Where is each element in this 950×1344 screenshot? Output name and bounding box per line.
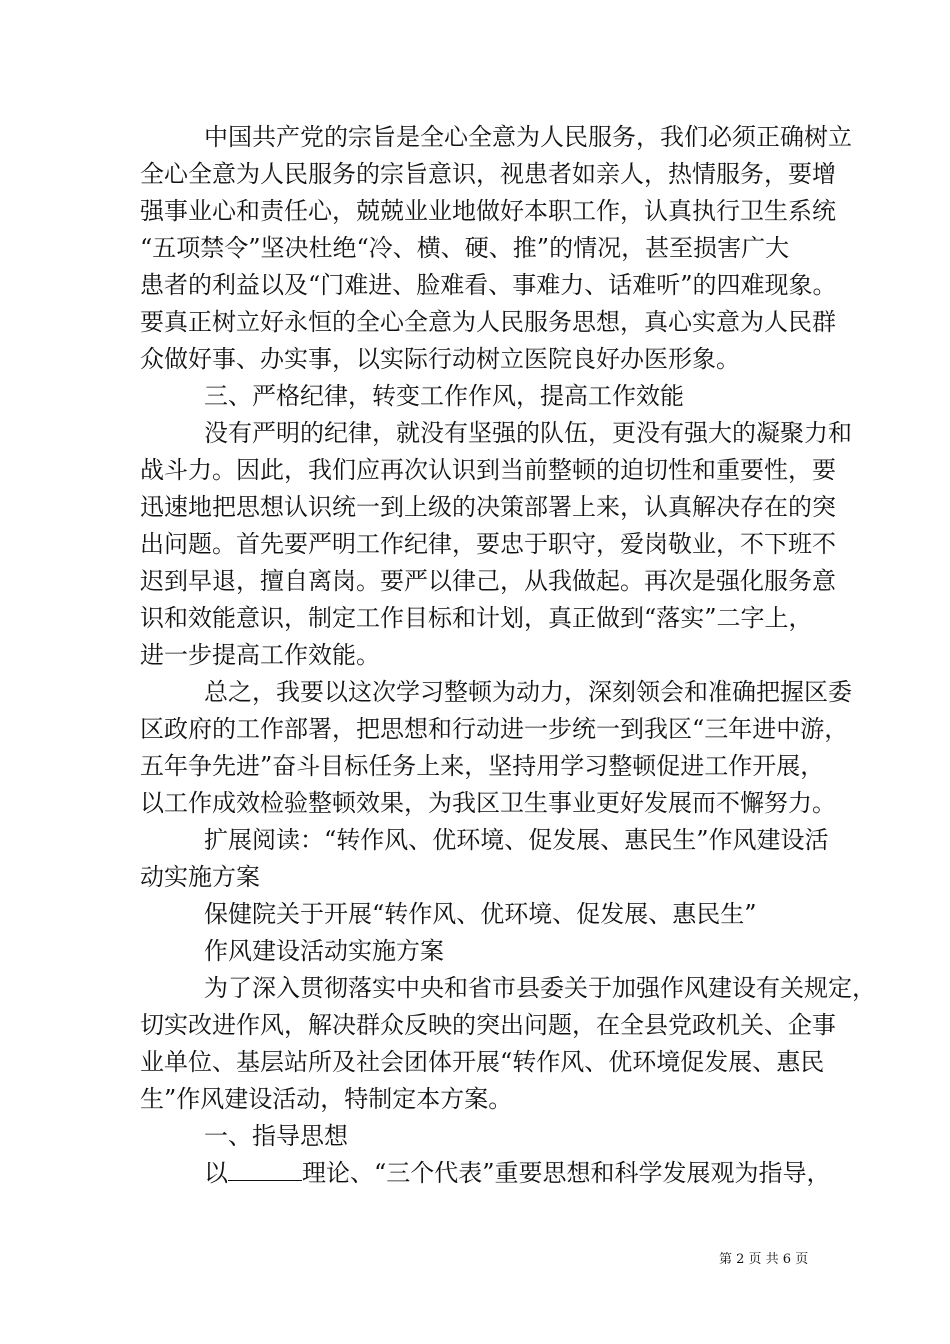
page-number: 第 2 页 共 6 页	[719, 1252, 809, 1267]
text-line: 没有严明的纪律，就没有坚强的队伍，更没有强大的凝聚力和	[204, 419, 852, 447]
text-line: 保健院关于开展“转作风、优环境、促发展、惠民生”	[204, 900, 757, 928]
section-heading: 三、严格纪律，转变工作作风，提高工作效能	[204, 382, 684, 410]
text-line: 迟到早退，擅自离岗。要严以律己，从我做起。再次是强化服务意	[140, 567, 836, 595]
text-line: 作风建设活动实施方案	[204, 937, 444, 965]
text-line: 五年争先进”奋斗目标任务上来，坚持用学习整顿促进工作开展，	[140, 752, 825, 780]
text-line: 以工作成效检验整顿效果，为我区卫生事业更好发展而不懈努力。	[140, 789, 836, 817]
text-line: 出问题。首先要严明工作纪律，要忠于职守，爱岗敬业，不下班不	[140, 530, 836, 558]
blank-underline	[228, 1158, 302, 1181]
text-line: 进一步提高工作效能。	[140, 641, 380, 669]
text-line: 总之，我要以这次学习整顿为动力，深刻领会和准确把握区委	[204, 678, 852, 706]
text-fragment: 以	[204, 1159, 228, 1187]
section-heading: 一、指导思想	[204, 1122, 348, 1150]
text-line	[204, 1158, 831, 1188]
text-line: 切实改进作风，解决群众反映的突出问题，在全县党政机关、企事	[140, 1011, 836, 1039]
text-line: 战斗力。因此，我们应再次认识到当前整顿的迫切性和重要性，要	[140, 456, 836, 484]
text-line: 迅速地把思想认识统一到上级的决策部署上来，认真解决存在的突	[140, 493, 836, 521]
text-fragment: 理论、“三个代表”重要思想和科学发展观为指导，	[302, 1159, 831, 1187]
text-line: 众做好事、办实事，以实际行动树立医院良好办医形象。	[140, 345, 740, 373]
text-line: 生”作风建设活动，特制定本方案。	[140, 1085, 513, 1113]
text-line: 要真正树立好永恒的全心全意为人民服务思想，真心实意为人民群	[140, 308, 836, 336]
text-line: 业单位、基层站所及社会团体开展“转作风、优环境促发展、惠民	[140, 1048, 825, 1076]
text-line: 动实施方案	[140, 863, 260, 891]
text-line: 中国共产党的宗旨是全心全意为人民服务，我们必须正确树立	[204, 123, 852, 151]
text-line: 识和效能意识，制定工作目标和计划，真正做到“落实”二字上，	[140, 604, 813, 632]
text-line: 扩展阅读：“转作风、优环境、促发展、惠民生”作风建设活	[204, 826, 829, 854]
text-line: 患者的利益以及“门难进、脸难看、事难力、话难听”的四难现象。	[140, 271, 837, 299]
text-line: 为了深入贯彻落实中央和省市县委关于加强作风建设有关规定，	[204, 974, 876, 1002]
text-line: 区政府的工作部署，把思想和行动进一步统一到我区“三年进中游，	[140, 715, 849, 743]
text-line: “五项禁令”坚决杜绝“冷、横、硬、推”的情况，甚至损害广大	[140, 234, 790, 262]
text-line: 强事业心和责任心，兢兢业业地做好本职工作，认真执行卫生系统	[140, 197, 836, 225]
text-line: 全心全意为人民服务的宗旨意识，视患者如亲人，热情服务，要增	[140, 160, 836, 188]
